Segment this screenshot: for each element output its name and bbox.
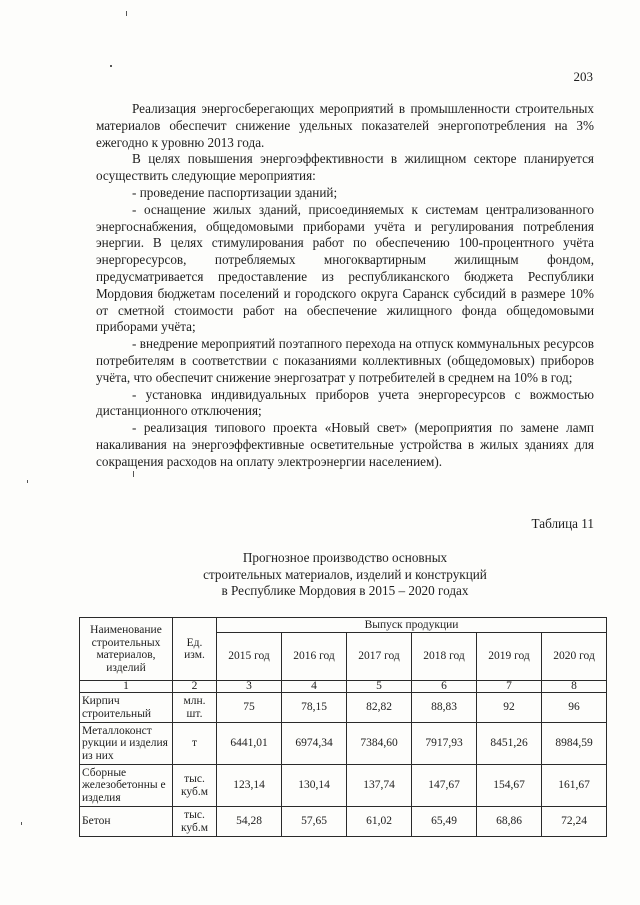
column-number-row xyxy=(80,681,607,693)
row-name: Металлоконст рукции и изделия из них xyxy=(80,723,173,765)
row-value: 78,15 xyxy=(282,693,347,723)
row-value: 7917,93 xyxy=(412,723,477,765)
row-value: 75 xyxy=(217,693,282,723)
page-number: 203 xyxy=(573,69,593,84)
table-title-line: строительных материалов, изделий и конструкций xyxy=(203,566,487,582)
row-value: 123,14 xyxy=(217,765,282,807)
table-row xyxy=(80,723,607,765)
column-number: 1 xyxy=(80,681,173,693)
row-value: 72,24 xyxy=(542,807,607,837)
table-title-line: Прогнозное производство основных xyxy=(242,550,448,565)
column-number: 3 xyxy=(217,681,282,693)
scan-speck xyxy=(126,11,127,16)
row-value: 8984,59 xyxy=(542,723,607,765)
production-table xyxy=(79,617,607,837)
paragraph: - оснащение жилых зданий, присоединяемых к системам централизованного энергоснабжения, общедомовыми приборами учёта и регулирования потребления энергии. В целях стимулирования работ по обеспечению 100-процентного учёта энергоресурсов, потребляемых многоквартирным жилищным фондом, предусматривается предоставление из республиканского бюджета Республики Мордовия бюджетам поселений и городского округа Саранск субсидий в размере 10% от сметной стоимости работ на обеспечение жилищного фонда общедомовыми приборами учёта; xyxy=(96,201,594,335)
row-unit: тыс. куб.м xyxy=(173,807,217,837)
row-name: Бетон xyxy=(80,807,173,837)
paragraph: - проведение паспортизации зданий; xyxy=(132,184,338,200)
table-label: Таблица 11 xyxy=(531,516,594,531)
row-value: 130,14 xyxy=(282,765,347,807)
body-text xyxy=(96,101,594,471)
header-row xyxy=(80,618,607,633)
row-value: 96 xyxy=(542,693,607,723)
row-value: 61,02 xyxy=(347,807,412,837)
scan-speck xyxy=(21,822,22,825)
row-value: 82,82 xyxy=(347,693,412,723)
row-value: 154,67 xyxy=(477,765,542,807)
paragraph: В целях повышения энергоэффективности в жилищном секторе планируется осуществить следующие мероприятия: xyxy=(96,151,594,184)
header-year: 2018 год xyxy=(412,633,477,681)
row-value: 161,67 xyxy=(542,765,607,807)
paragraph: Реализация энергосберегающих мероприятий в промышленности строительных материалов обеспечит снижение удельных показателей энергопотребления на 3% ежегодно к уровню 2013 года. xyxy=(96,101,594,150)
table-row xyxy=(80,765,607,807)
row-value: 6974,34 xyxy=(282,723,347,765)
scan-speck xyxy=(110,65,112,67)
row-unit: т xyxy=(173,723,217,765)
row-value: 147,67 xyxy=(412,765,477,807)
row-value: 6441,01 xyxy=(217,723,282,765)
row-value: 65,49 xyxy=(412,807,477,837)
header-unit: Ед. изм. xyxy=(173,618,217,681)
row-value: 137,74 xyxy=(347,765,412,807)
header-year: 2016 год xyxy=(282,633,347,681)
row-value: 92 xyxy=(477,693,542,723)
row-value: 8451,26 xyxy=(477,723,542,765)
header-year: 2015 год xyxy=(217,633,282,681)
header-output: Выпуск продукции xyxy=(217,618,607,633)
row-value: 88,83 xyxy=(412,693,477,723)
paragraph: - реализация типового проекта «Новый свет» (мероприятия по замене ламп накаливания на энергоэффективные осветительные устройства в жилых зданиях для сокращения расходов на оплату электроэнергии населением). xyxy=(96,420,594,469)
row-unit: тыс. куб.м xyxy=(173,765,217,807)
column-number: 8 xyxy=(542,681,607,693)
header-year: 2017 год xyxy=(347,633,412,681)
table-title-line: в Республике Мордовия в 2015 – 2020 годах xyxy=(221,583,469,598)
table-row xyxy=(80,807,607,837)
table-title xyxy=(96,550,594,600)
row-value: 7384,60 xyxy=(347,723,412,765)
header-year: 2020 год xyxy=(542,633,607,681)
column-number: 4 xyxy=(282,681,347,693)
paragraph: - внедрение мероприятий поэтапного перехода на отпуск коммунальных ресурсов потребителям в соответствии с показаниями коллективных (общедомовых) приборов учёта, что обеспечит снижение энергозатрат у потребителей в среднем на 10% в год; xyxy=(96,336,594,385)
column-number: 6 xyxy=(412,681,477,693)
scan-speck xyxy=(27,480,28,483)
column-number: 7 xyxy=(477,681,542,693)
row-name: Сборные железобетонны е изделия xyxy=(80,765,173,807)
header-name: Наименование строительных материалов, изделий xyxy=(80,618,173,681)
header-year: 2019 год xyxy=(477,633,542,681)
row-value: 54,28 xyxy=(217,807,282,837)
row-name: Кирпич строительный xyxy=(80,693,173,723)
column-number: 5 xyxy=(347,681,412,693)
paragraph: - установка индивидуальных приборов учета энергоресурсов с вожмостью дистанционного отключения; xyxy=(96,386,594,419)
scan-speck xyxy=(133,471,134,477)
table-row xyxy=(80,693,607,723)
row-value: 68,86 xyxy=(477,807,542,837)
row-unit: млн. шт. xyxy=(173,693,217,723)
row-value: 57,65 xyxy=(282,807,347,837)
column-number: 2 xyxy=(173,681,217,693)
